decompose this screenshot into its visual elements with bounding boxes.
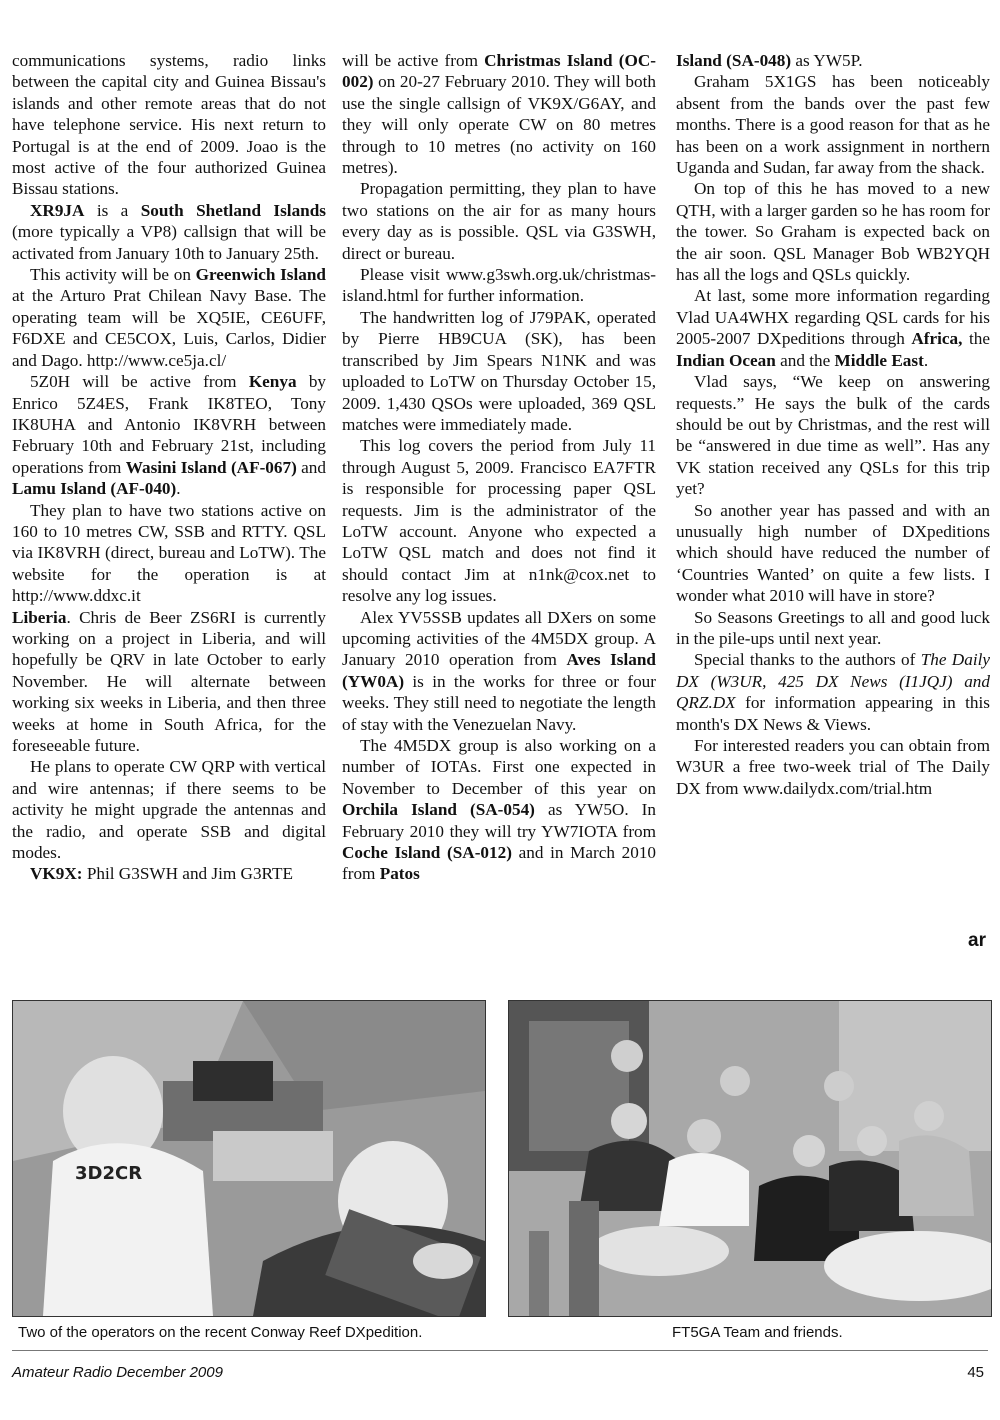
paragraph: Liberia. Chris de Beer ZS6RI is currently working on a project in Liberia, and will hopefully be QRV in late October to early November. He will alternate between working six weeks in Liberia, and then three weeks at home in South Africa, for the foreseeable future. [12,607,326,755]
footer-publication: Amateur Radio December 2009 [12,1364,223,1381]
paragraph: Please visit www.g3swh.org.uk/christmas-island.html for further information. [342,265,656,306]
photo-conway-reef-image [13,1001,485,1316]
photo-conway-reef-operators [12,1000,486,1317]
footer-divider [12,1350,988,1351]
shirt-callsign-text: 3D2CR [75,1163,143,1184]
paragraph: Island (SA-048) as YW5P. [676,51,863,70]
paragraph: will be active from Christmas Island (OC-002) on 20-27 February 2010. They will both use the single callsign of VK9X/G6AY, and they will only operate CW on 80 metres through to 10 metres (no activity on 160 metres). [342,51,656,178]
article-column-3 [676,50,990,799]
photo-ft5ga-team [508,1000,992,1317]
paragraph: This log covers the period from July 11 through August 5, 2009. Francisco EA7FTR is responsible for processing paper QSL requests. Jim is the administrator of the LoTW account. Anyone who expected a LoTW QSL match and does not find it should contact Jim at n1nk@cox.net to resolve any log issues. [342,436,656,606]
paragraph: Special thanks to the authors of The Daily DX (W3UR, 425 DX News (I1JQJ) and QRZ.DX for information appearing in this month's DX News & Views. [676,650,990,734]
article-end-mark: ar [968,930,986,951]
photo-ft5ga-image [509,1001,991,1316]
paragraph: Propagation permitting, they plan to have two stations on the air for as many hours every day as is possible. QSL via G3SWH, direct or bureau. [342,179,656,263]
paragraph: Graham 5X1GS has been noticeably absent from the bands over the past few months. There is a good reason for that as he has been on a work assignment in northern Uganda and Sudan, far away from the shack. [676,72,990,178]
paragraph: VK9X: Phil G3SWH and Jim G3RTE [30,864,293,884]
paragraph: So another year has passed and with an unusually high number of DXpeditions which should have reduced the number of ‘Countries Wanted’ on quite a few lists. I wonder what 2010 will have in store? [676,500,990,606]
paragraph: This activity will be on Greenwich Island at the Arturo Prat Chilean Navy Base. The operating team will be XQ5IE, CE6UFF, F6DXE and CE5COX, Luis, Carlos, Didier and Dago. http://www.ce5ja.cl/ [12,265,326,370]
paragraph: So Seasons Greetings to all and good luck in the pile-ups until next year. [676,607,990,648]
photo-caption-right: FT5GA Team and friends. [672,1324,843,1341]
photo-caption-left: Two of the operators on the recent Conway Reef DXpedition. [18,1324,423,1341]
paragraph: On top of this he has moved to a new QTH, with a larger garden so he has room for the tower. So Graham is expected back on the air soon. QSL Manager Bob WB2YQH has all the logs and QSLs quickly. [676,179,990,285]
article-column-1 [12,50,326,885]
paragraph: The handwritten log of J79PAK, operated by Pierre HB9CUA (SK), has been transcribed by Jim Spears N1NK and was uploaded to LoTW on Thursday October 15, 2009. 1,430 QSOs were uploaded, 369 QSL matches were immediately made. [342,307,656,434]
paragraph: He plans to operate CW QRP with vertical and wire antennas; if there seems to be activity he might upgrade the antennas and the radio, and operate SSB and digital modes. [12,757,326,863]
paragraph: Alex YV5SSB updates all DXers on some upcoming activities of the 4M5DX group. A January 2010 operation from Aves Island (YW0A) is in the works for three or four weeks. They still need to negotiate the length of stay with the Venezuelan Navy. [342,607,656,734]
paragraph: Vlad says, “We keep on answering requests.” He says the bulk of the cards should be out by Christmas, and the rest will be “answered in due time as well”. Has any VK station received any QSLs for this trip yet? [676,372,990,499]
article-column-2 [342,50,656,885]
paragraph: They plan to have two stations active on 160 to 10 metres CW, SSB and RTTY. QSL via IK8VRH (direct, bureau and LoTW). The website for the operation is at http://www.ddxc.it [12,500,326,606]
paragraph: XR9JA is a South Shetland Islands (more typically a VP8) callsign that will be activated from January 10th to January 25th. [12,200,326,263]
paragraph: communications systems, radio links between the capital city and Guinea Bissau's islands and other remote areas that do not have telephone service. His next return to Portugal is at the end of 2009. Joao is the most active of the four authorized Guinea Bissau stations. [12,51,326,199]
page-number: 45 [967,1364,984,1381]
paragraph: The 4M5DX group is also working on a number of IOTAs. First one expected in November to December of this year on Orchila Island (SA-054) as YW5O. In February 2010 they will try YW7IOTA from Coche Island (SA-012) and in March 2010 from Patos [342,736,657,884]
paragraph: For interested readers you can obtain from W3UR a free two-week trial of The Daily DX from www.dailydx.com/trial.htm [676,736,990,798]
paragraph: At last, some more information regarding Vlad UA4WHX regarding QSL cards for his 2005-2007 DXpeditions through Africa, the Indian Ocean and the Middle East. [676,286,990,370]
paragraph: 5Z0H will be active from Kenya by Enrico 5Z4ES, Frank IK8TEO, Tony IK8UHA and Antonio IK8VRH between February 10th and February 21st, including operations from Wasini Island (AF-067) and Lamu Island (AF-040). [12,372,327,499]
